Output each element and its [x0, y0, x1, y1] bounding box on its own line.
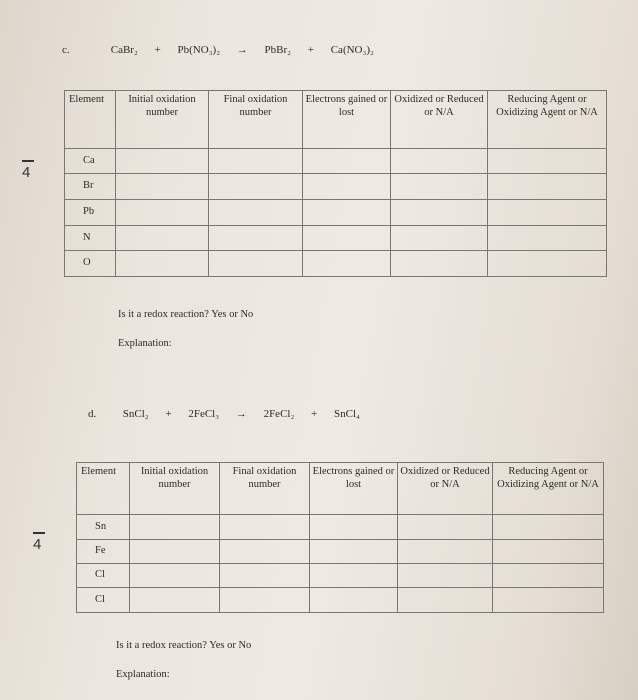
answer-cell[interactable] — [398, 588, 493, 613]
underline-mark — [33, 532, 45, 534]
problem-c-label: c. — [62, 44, 70, 56]
element-cell: Ca — [65, 149, 116, 174]
redox-question-d: Is it a redox reaction? Yes or No — [116, 640, 252, 651]
header-electrons: Electrons gained or lost — [303, 91, 391, 149]
equation-c — [62, 44, 388, 56]
points-value: 4 — [22, 163, 31, 181]
answer-cell[interactable] — [130, 540, 220, 564]
element-cell: Fe — [77, 540, 130, 564]
element-cell: Br — [65, 174, 116, 200]
answer-cell[interactable] — [303, 251, 391, 277]
element-cell: Cl — [77, 564, 130, 588]
table-row — [65, 200, 607, 226]
answer-cell[interactable] — [116, 149, 209, 174]
answer-cell[interactable] — [220, 588, 310, 613]
header-agent: Reducing Agent or Oxidizing Agent or N/A — [488, 91, 607, 149]
answer-cell[interactable] — [488, 226, 607, 251]
plus-sign: + — [307, 44, 314, 56]
header-electrons: Electrons gained or lost — [310, 463, 398, 515]
element-cell: Sn — [77, 515, 130, 540]
answer-cell[interactable] — [209, 226, 303, 251]
answer-cell[interactable] — [488, 174, 607, 200]
arrow-icon: → — [235, 408, 247, 420]
product-1: PbBr₂ — [264, 44, 291, 56]
answer-cell[interactable] — [488, 251, 607, 277]
reactant-1: SnCl₂ — [122, 408, 149, 420]
element-cell: O — [65, 251, 116, 277]
answer-cell[interactable] — [398, 540, 493, 564]
header-initial: Initial oxidation number — [130, 463, 220, 515]
problem-d-label: d. — [88, 408, 97, 420]
redox-question-c: Is it a redox reaction? Yes or No — [118, 309, 254, 320]
answer-cell[interactable] — [310, 540, 398, 564]
header-element: Element — [65, 91, 116, 149]
answer-cell[interactable] — [209, 174, 303, 200]
answer-cell[interactable] — [303, 200, 391, 226]
header-agent: Reducing Agent or Oxidizing Agent or N/A — [493, 463, 604, 515]
answer-cell[interactable] — [209, 200, 303, 226]
table-header-row — [77, 463, 604, 515]
oxidation-table-d — [76, 462, 604, 613]
reactant-1: CaBr₂ — [110, 44, 138, 56]
answer-cell[interactable] — [116, 174, 209, 200]
header-oxidized: Oxidized or Reduced or N/A — [391, 91, 488, 149]
table-row — [77, 564, 604, 588]
oxidation-table-c — [64, 90, 607, 277]
reactant-2: 2FeCl₃ — [188, 408, 220, 420]
product-1: 2FeCl₂ — [263, 408, 295, 420]
arrow-icon: → — [236, 44, 248, 56]
table-row — [65, 149, 607, 174]
underline-mark — [22, 160, 34, 162]
element-cell: N — [65, 226, 116, 251]
reactant-2: Pb(NO₃)₂ — [177, 44, 221, 56]
answer-cell[interactable] — [220, 564, 310, 588]
answer-cell[interactable] — [310, 588, 398, 613]
answer-cell[interactable] — [303, 149, 391, 174]
answer-cell[interactable] — [209, 149, 303, 174]
answer-cell[interactable] — [130, 564, 220, 588]
table-row — [77, 588, 604, 613]
element-cell: Pb — [65, 200, 116, 226]
product-2: Ca(NO₃)₂ — [330, 44, 374, 56]
answer-cell[interactable] — [220, 540, 310, 564]
points-mark-c — [22, 160, 34, 181]
table-row — [65, 226, 607, 251]
explanation-label-c: Explanation: — [118, 338, 172, 349]
answer-cell[interactable] — [116, 226, 209, 251]
plus-sign: + — [154, 44, 161, 56]
answer-cell[interactable] — [493, 564, 604, 588]
answer-cell[interactable] — [209, 251, 303, 277]
answer-cell[interactable] — [488, 149, 607, 174]
answer-cell[interactable] — [391, 149, 488, 174]
equation-d — [88, 408, 374, 420]
answer-cell[interactable] — [493, 540, 604, 564]
header-final: Final oxidation number — [209, 91, 303, 149]
answer-cell[interactable] — [391, 226, 488, 251]
answer-cell[interactable] — [493, 515, 604, 540]
header-final: Final oxidation number — [220, 463, 310, 515]
answer-cell[interactable] — [220, 515, 310, 540]
table-row — [65, 174, 607, 200]
answer-cell[interactable] — [398, 564, 493, 588]
element-cell: Cl — [77, 588, 130, 613]
table-header-row — [65, 91, 607, 149]
answer-cell[interactable] — [130, 588, 220, 613]
answer-cell[interactable] — [391, 200, 488, 226]
answer-cell[interactable] — [303, 174, 391, 200]
answer-cell[interactable] — [488, 200, 607, 226]
header-element: Element — [77, 463, 130, 515]
table-row — [77, 540, 604, 564]
plus-sign: + — [311, 408, 318, 420]
header-initial: Initial oxidation number — [116, 91, 209, 149]
answer-cell[interactable] — [493, 588, 604, 613]
answer-cell[interactable] — [391, 251, 488, 277]
answer-cell[interactable] — [130, 515, 220, 540]
answer-cell[interactable] — [391, 174, 488, 200]
answer-cell[interactable] — [116, 200, 209, 226]
answer-cell[interactable] — [310, 564, 398, 588]
table-row — [77, 515, 604, 540]
explanation-label-d: Explanation: — [116, 669, 170, 680]
answer-cell[interactable] — [303, 226, 391, 251]
header-oxidized: Oxidized or Reduced or N/A — [398, 463, 493, 515]
answer-cell[interactable] — [398, 515, 493, 540]
answer-cell[interactable] — [116, 251, 209, 277]
table-row — [65, 251, 607, 277]
points-mark-d — [33, 532, 45, 553]
points-value: 4 — [33, 535, 42, 553]
answer-cell[interactable] — [310, 515, 398, 540]
product-2: SnCl₄ — [334, 408, 360, 420]
plus-sign: + — [165, 408, 172, 420]
